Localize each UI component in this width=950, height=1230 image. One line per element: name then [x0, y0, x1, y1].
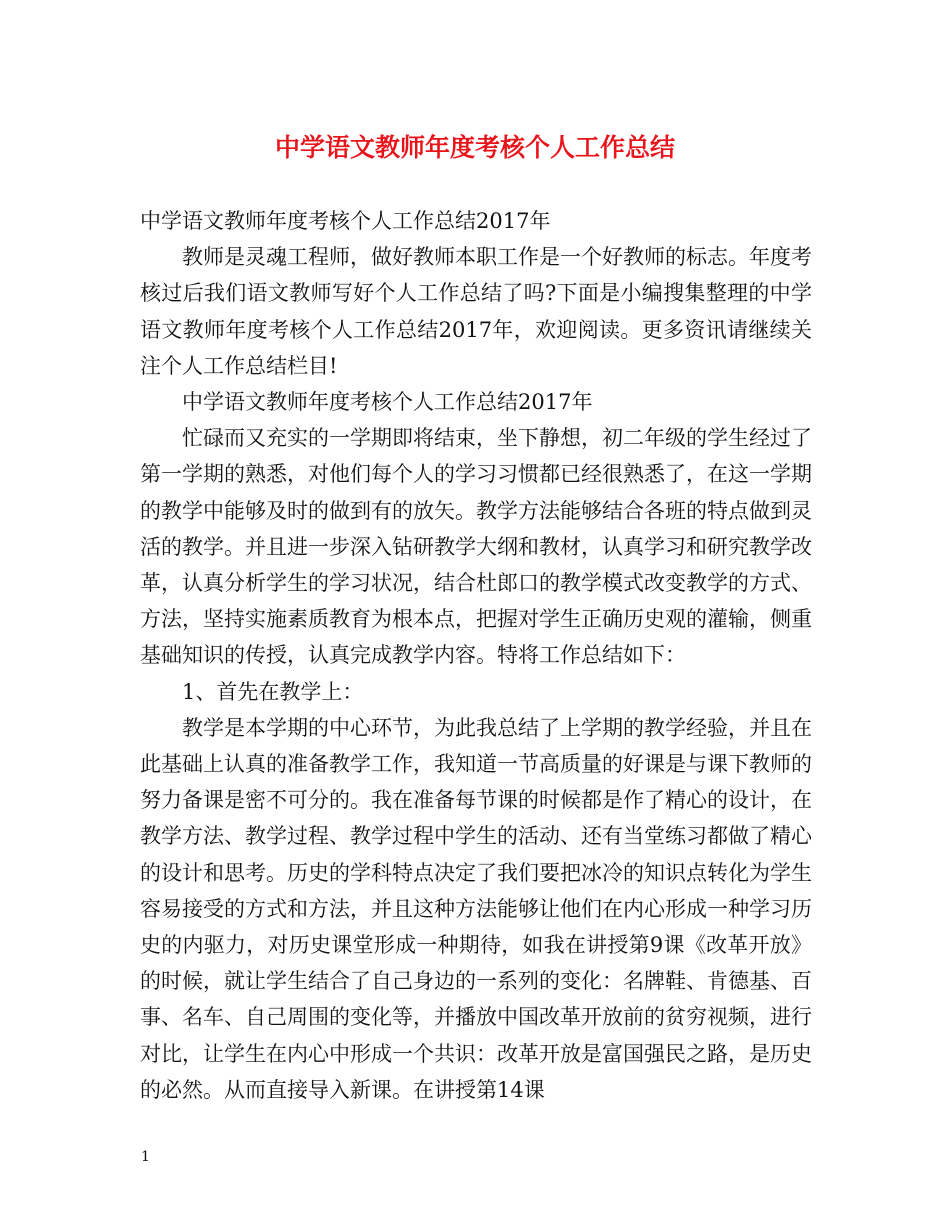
section-heading-paragraph: 中学语文教师年度考核个人工作总结2017年	[182, 390, 593, 415]
intro-paragraph: 教师是灵魂工程师，做好教师本职工作是一个好教师的标志。年度考核过后我们语文教师写好个人工作总结了吗?下面是小编搜集整理的中学语文教师年度考核个人工作总结2017年，欢迎阅读。更多资讯请继续关注个人工作总结栏目!	[140, 245, 812, 378]
summary-paragraph: 忙碌而又充实的一学期即将结束，坐下静想，初二年级的学生经过了第一学期的熟悉，对他们每个人的学习习惯都已经很熟悉了，在这一学期的教学中能够及时的做到有的放矢。教学方法能够结合各班的特点做到灵活的教学。并且进一步深入钻研教学大纲和教材，认真学习和研究教学改革，认真分析学生的学习状况，结合杜郎口的教学模式改变教学的方式、方法，坚持实施素质教育为根本点，把握对学生正确历史观的灌输，侧重基础知识的传授，认真完成教学内容。特将工作总结如下：	[140, 426, 812, 668]
page-title: 中学语文教师年度考核个人工作总结	[274, 133, 675, 162]
numbered-heading-teaching: 1、首先在教学上：	[182, 679, 364, 704]
subtitle-paragraph: 中学语文教师年度考核个人工作总结2017年	[140, 209, 551, 233]
page-number: 1	[141, 1149, 150, 1165]
document-body	[140, 203, 812, 1108]
teaching-paragraph: 教学是本学期的中心环节，为此我总结了上学期的教学经验，并且在此基础上认真的准备教学工作，我知道一节高质量的好课是与课下教师的努力备课是密不可分的。我在准备每节课的时候都是作了精心的设计，在教学方法、教学过程、教学过程中学生的活动、还有当堂练习都做了精心的设计和思考。历史的学科特点决定了我们要把冰冷的知识点转化为学生容易接受的方式和方法，并且这种方法能够让他们在内心形成一种学习历史的内驱力，对历史课堂形成一种期待，如我在讲授第9课《改革开放》的时候，就让学生结合了自己身边的一系列的变化：名牌鞋、肯德基、百事、名车、自己周围的变化等，并播放中国改革开放前的贫穷视频，进行对比，让学生在内心中形成一个共识：改革开放是富国强民之路，是历史的必然。从而直接导入新课。在讲授第14课	[140, 715, 812, 1102]
